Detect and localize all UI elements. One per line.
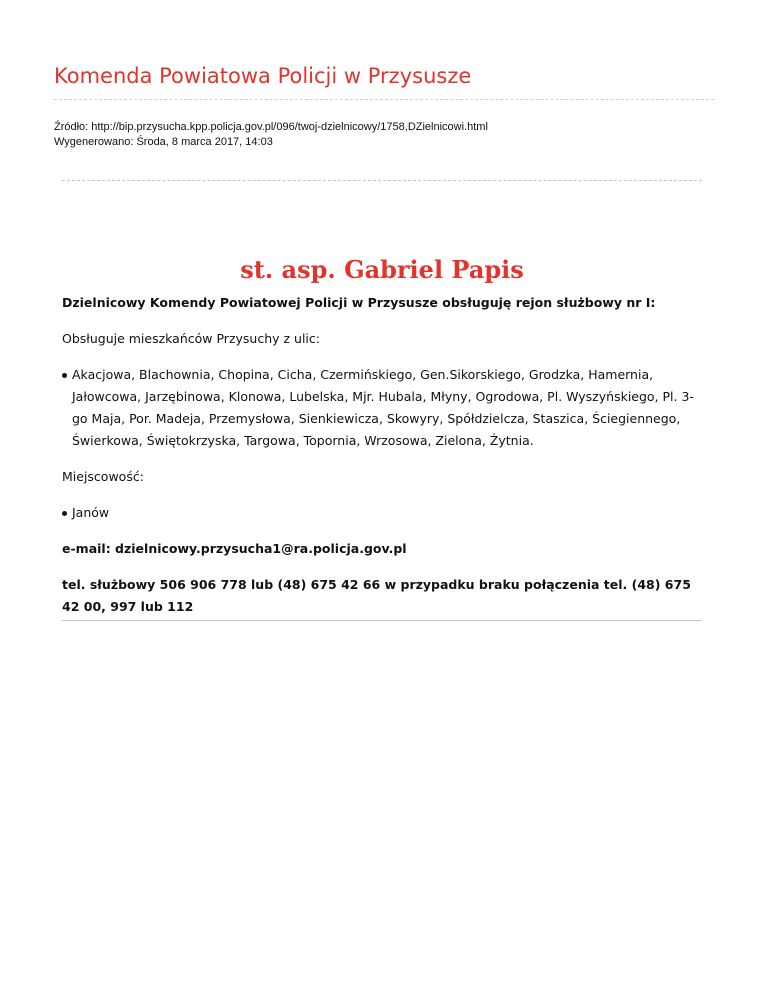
meta-divider: [62, 180, 702, 181]
header-divider: [54, 99, 714, 100]
article-body: [62, 292, 702, 632]
streets-heading: Obsługuje mieszkańców Przysuchy z ulic:: [62, 331, 320, 346]
intro-text: Dzielnicowy Komendy Powiatowej Policji w Przysusze obsługuję rejon służbowy nr I:: [62, 295, 656, 310]
villages-heading: Miejscowość:: [62, 469, 144, 484]
officer-name: st. asp. Gabriel Papis: [240, 255, 524, 284]
villages-list: [62, 502, 702, 524]
list-item: Janów: [62, 502, 702, 524]
streets-list: [62, 364, 702, 452]
source-url: Źródło: http://bip.przysucha.kpp.policja.gov.pl/096/twoj-dzielnicowy/1758,DZielnicowi.html: [54, 121, 488, 133]
footer-divider: [62, 620, 702, 621]
generated-date: Wygenerowano: Środa, 8 marca 2017, 14:03: [54, 136, 273, 148]
list-item: Akacjowa, Blachownia, Chopina, Cicha, Czermińskiego, Gen.Sikorskiego, Grodzka, Hamernia, Jałowcowa, Jarzębinowa, Klonowa, Lubelska, Mjr. Hubala, Młyny, Ogrodowa, Pl. Wyszyńskiego, Pl. 3-go Maja, Por. Madeja, Przemysłowa, Sienkiewicza, Skowyry, Spółdzielcza, Staszica, Ściegiennego, Świerkowa, Świętokrzyska, Targowa, Topornia, Wrzosowa, Zielona, Żytnia.: [62, 364, 702, 452]
email-text: e-mail: dzielnicowy.przysucha1@ra.policja.gov.pl: [62, 541, 407, 556]
site-title: Komenda Powiatowa Policji w Przysusze: [54, 64, 472, 88]
phone-text: tel. służbowy 506 906 778 lub (48) 675 42 66 w przypadku braku połączenia tel. (48) 675 42 00, 997 lub 112: [62, 577, 691, 614]
document-meta: [54, 120, 488, 150]
